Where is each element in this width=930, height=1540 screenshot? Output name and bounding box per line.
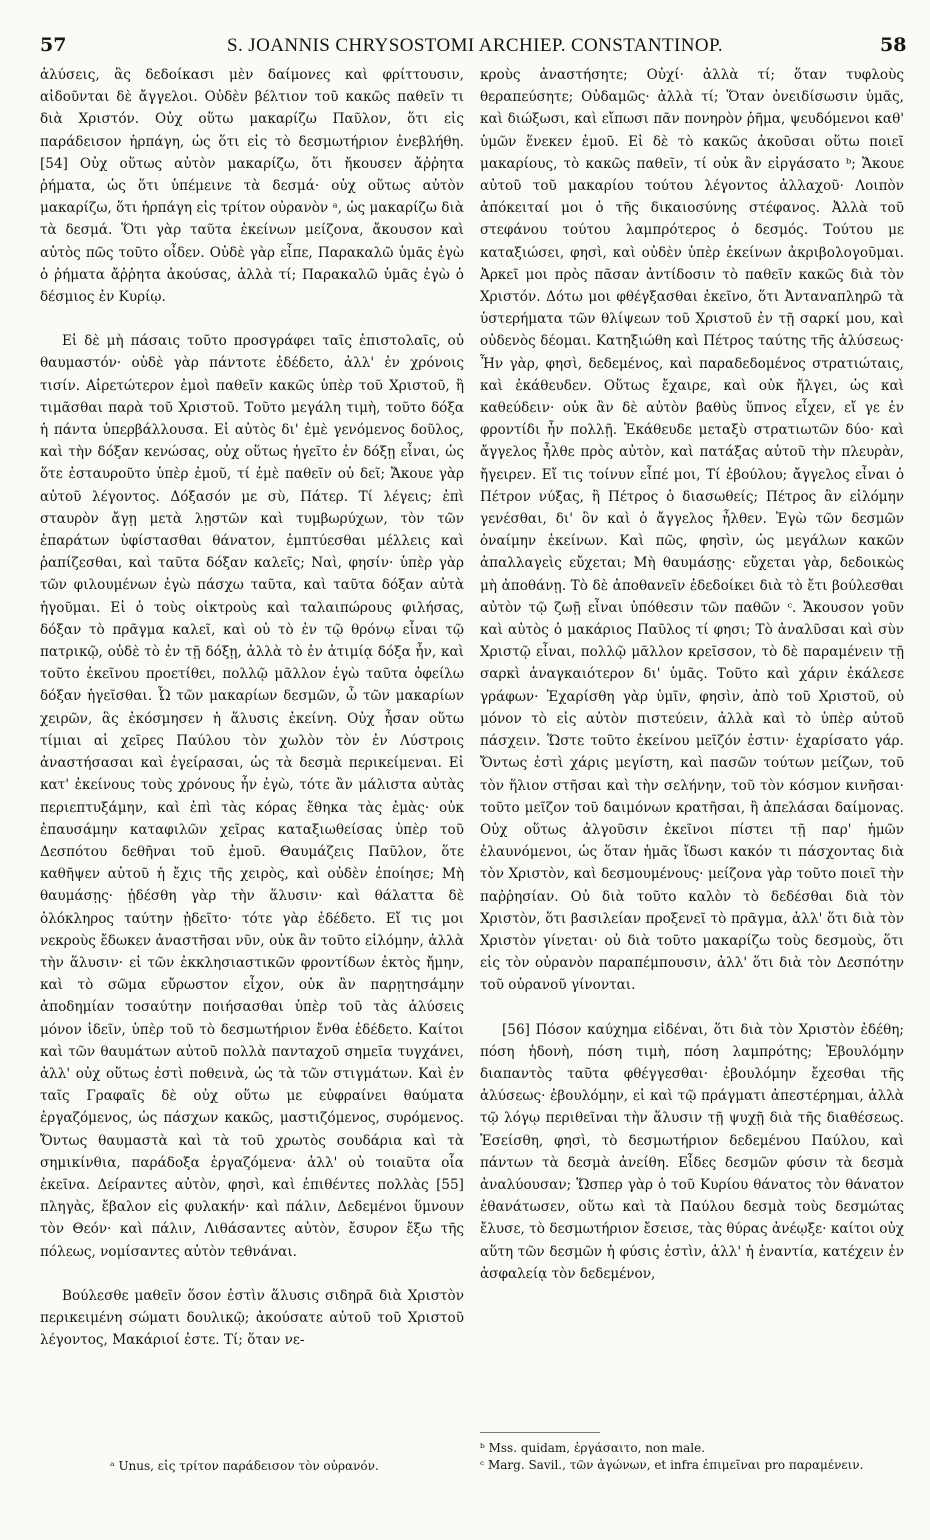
paragraph: Εἰ δὲ μὴ πάσαις τοῦτο προσγράφει ταῖς ἐπιστολαῖς, οὐ θαυμαστόν· οὐδὲ γὰρ πάντοτε ἐδέδετο, ἀλλ' ἐν χρόνοις τισίν. Αἱρετώτερον ἐμοὶ παθεῖν κακῶς ὑπὲρ τοῦ Χριστοῦ, ἢ τιμᾶσθαι παρὰ τοῦ Χριστοῦ. Τοῦτο μεγάλη τιμὴ, τοῦτο δόξα ἡ πάντα ὑπερβάλλουσα. Εἰ αὐτὸς δι' ἐμὲ γενόμενος δοῦλος, καὶ τὴν δόξαν κενώσας, οὐχ οὕτως ἡγεῖτο ἐν δόξῃ εἶναι, ὡς ὅτε ἐσταυροῦτο ὑπὲρ ἐμοῦ, τί ἐμὲ παθεῖν οὐ δεῖ; Ἄκουε γὰρ αὐτοῦ λέγοντος. Δόξασόν με σὺ, Πάτερ. Τί λέγεις; ἐπὶ σταυρὸν ἄγῃ μετὰ λῃστῶν καὶ τυμβωρύχων, τὸν τῶν ἐπαράτων ὑφίστασθαι θάνατον, ἐμπτύεσθαι μέλλεις καὶ ῥαπίζεσθαι, καὶ ταῦτα δόξαν καλεῖς; Ναὶ, φησίν· ὑπὲρ γὰρ τῶν φιλουμένων ἐγὼ πάσχω ταῦτα, καὶ ταῦτα δόξαν αὐτὰ ἡγοῦμαι. Εἰ ὁ τοὺς οἰκτροὺς καὶ ταλαιπώρους φιλήσας, δόξαν τὸ πρᾶγμα καλεῖ, καὶ οὐ τὸ ἐν τῷ θρόνῳ εἶναι τῷ πατρικῷ, οὐδὲ τὸ ἐν τῇ δόξῃ, ἀλλὰ τὸ ἐν ἀτιμίᾳ δόξα ἦν, καὶ τοῦτο ἐκεῖνου προετίθει, πολλῷ μᾶλλον ἐγὼ ταῦτα ὀφείλω δόξαν ἡγεῖσθαι. Ὦ τῶν μακαρίων δεσμῶν, ὦ τῶν μακαρίων χειρῶν, ἃς ἐκόσμησεν ἡ ἅλυσις ἐκείνη. Οὐχ ἦσαν οὕτω τίμιαι αἱ χεῖρες Παύλου τὸν χωλὸν τὸν ἐν Λύστροις ἀναστήσασαι καὶ ἐγείρασαι, ὡς τὰ δεσμὰ περικείμεναι. Εἰ κατ' ἐκείνους τοὺς χρόνους ἦν ἐγὼ, τότε ἂν μάλιστα αὐτὰς περιεπτυξάμην, καὶ ἐπὶ τὰς κόρας ἔθηκα τὰς ἐμὰς· οὐκ ἐπαυσάμην καταφιλῶν χεῖρας καταξιωθείσας ὑπὲρ τοῦ Δεσπότου δεθῆναι τοῦ ἐμοῦ. Θαυμάζεις Παῦλον, ὅτε καθῆψεν αὐτοῦ ἡ ἔχις τῆς χειρὸς, καὶ οὐδὲν ἐποίησε; Μὴ θαυμάσῃς· ᾐδέσθη γὰρ τὴν ἅλυσιν· καὶ θάλαττα δὲ ὁλόκληρος ταύτην ᾐδεῖτο· τότε γὰρ ἐδέδετο. Εἴ τις μοι νεκροὺς ἔδωκεν ἀναστῆσαι νῦν, οὐκ ἂν τοῦτο εἱλόμην, ἀλλὰ τὴν ἅλυσιν· εἰ τῶν ἐκκλησιαστικῶν φροντίδων ἐκτὸς ἤμην, καὶ τὸ σῶμα εὔρωστον εἶχον, οὐκ ἂν παρῃτησάμην ἀποδημίαν τοσαύτην ποιήσασθαι ὑπὲρ τοῦ τὰς ἁλύσεις μόνον ἰδεῖν, ὑπὲρ τοῦ τὸ δεσμωτήριον ἔνθα ἐδέδετο. Καίτοι καὶ τῶν θαυμάτων αὐτοῦ πολλὰ πανταχοῦ σημεῖα τυγχάνει, ἀλλ' οὐχ οὕτως ἐστὶ ποθεινὰ, ὡς τὰ τῶν στιγμάτων. Καὶ ἐν ταῖς Γραφαῖς δὲ οὐχ οὕτω με εὐφραίνει θαύματα ἐργαζόμενος, ὡς πάσχων κακῶς, μαστιζόμενος, συρόμενος. Ὄντως θαυμαστὰ καὶ τὰ τοῦ χρωτὸς σουδάρια καὶ τὰ σημικίνθια, παράδοξα ἐργαζόμενα· ἀλλ' οὐ τοιαῦτα οἷα ἐκεῖνα. Δείραντες αὐτὸν, φησὶ, καὶ ἐπιθέντες πολλὰς [55] πληγὰς, ἔβαλον εἰς φυλακήν· καὶ πάλιν, Δεδεμένοι ὕμνουν τὸν Θεόν· καὶ πάλιν, Λιθάσαντες αὐτὸν, ἔσυρον ἔξω τῆς πόλεως, νομίσαντες αὐτὸν τεθνάναι. [40, 333, 464, 1260]
paragraph: κροὺς ἀναστήσητε; Οὐχί· ἀλλὰ τί; ὅταν τυφλοὺς θεραπεύσητε; Οὐδαμῶς· ἀλλὰ τί; Ὅταν ὀνειδίσωσιν ὑμᾶς, καὶ διώξωσι, καὶ εἴπωσι πᾶν πονηρὸν ῥῆμα, ψευδόμενοι καθ' ὑμῶν ἕνεκεν ἐμοῦ. Εἰ δὲ τὸ κακῶς ἀκοῦσαι οὕτω ποιεῖ μακαρίους, τὸ κακῶς παθεῖν, τί οὐκ ἂν εἰργάσατο ᵇ; Ἄκουε αὐτοῦ τοῦ μακαρίου τούτου λέγοντος ἀλλαχοῦ· Λοιπὸν ἀπόκειταί μοι ὁ τῆς δικαιοσύνης στέφανος. Ἀλλὰ τοῦ στεφάνου τούτου λαμπρότερος ὁ δεσμός. Τούτου με καταξιώσει, φησὶ, καὶ οὐδὲν ὑπὲρ ἐκείνων ἀκριβολογοῦμαι. Ἀρκεῖ μοι πρὸς πᾶσαν ἀντίδοσιν τὸ παθεῖν κακῶς διὰ τὸν Χριστόν. Δότω μοι φθέγξασθαι ἐκεῖνο, ὅτι Ἀνταναπληρῶ τὰ ὑστερήματα τῶν θλίψεων τοῦ Χριστοῦ ἐν τῇ σαρκί μου, καὶ οὐδενὸς δέομαι. Κατηξιώθη καὶ Πέτρος ταύτης τῆς ἁλύσεως· Ἦν γὰρ, φησὶ, δεδεμένος, καὶ παραδεδομένος στρατιώταις, καὶ ἐκάθευδεν. Οὕτως ἔχαιρε, καὶ οὐκ ἤλγει, ὡς καὶ καθεύδειν· οὐκ ἂν δὲ αὐτὸν βαθὺς ὕπνος εἶχεν, εἴ γε ἐν φροντίδι ἦν πολλῇ. Ἐκάθευδε μεταξὺ στρατιωτῶν δύο· καὶ ἄγγελος ἦλθε πρὸς αὐτὸν, καὶ πατάξας αὐτοῦ τὴν πλευρὰν, ἤγειρεν. Εἴ τις τοίνυν εἶπέ μοι, Τί ἐβούλου; ἄγγελος εἶναι ὁ Πέτρον νύξας, ἢ Πέτρος ὁ διασωθείς; Πέτρος ἂν εἱλόμην γενέσθαι, δι' ὃν καὶ ὁ ἄγγελος ἦλθεν. Ἐγὼ τῶν δεσμῶν ὀναίμην ἐκείνων. Καὶ πῶς, φησὶν, ὡς μεγάλων κακῶν ἀπαλλαγεὶς εὔχεται; Μὴ θαυμάσῃς· εὔχεται γὰρ, δεδοικὼς μὴ ἀποθάνῃ. Τὸ δὲ ἀποθανεῖν ἐδεδοίκει διὰ τὸ ἔτι βούλεσθαι αὐτὸν τῷ ζωῇ εἶναι ὑπόθεσιν τῶν παθῶν ᶜ. Ἄκουσον γοῦν καὶ αὐτὸς ὁ μακάριος Παῦλος τί φησι; Τὸ ἀναλῦσαι καὶ σὺν Χριστῷ εἶναι, πολλῷ μᾶλλον κρεῖσσον, τὸ δὲ παραμένειν τῇ σαρκὶ ἀναγκαιότερον δι' ὑμᾶς. Τοῦτο καὶ χάριν ἐκάλεσε γράφων· Ἐχαρίσθη γὰρ ὑμῖν, φησὶν, ἀπὸ τοῦ Χριστοῦ, οὐ μόνον τὸ εἰς αὐτὸν πιστεύειν, ἀλλὰ καὶ τὸ ὑπὲρ αὐτοῦ πάσχειν. Ὥστε τοῦτο ἐκείνου μεῖζόν ἐστιν· ἐχαρίσατο γάρ. Ὄντως ἐστὶ χάρις μεγίστη, καὶ πασῶν τούτων μείζων, τοῦ τὸν ἥλιον στῆσαι καὶ τὴν σελήνην, τοῦ τὸν κόσμον κινῆσαι· τοῦτο μεῖζον τοῦ δαιμόνων κρατῆσαι, ἢ ἀπελάσαι δαίμονας. Οὐχ οὕτως ἀλγοῦσιν ἐκεῖνοι πίστει τῇ παρ' ἡμῶν ἐλαυνόμενοι, ὡς ὅταν ἡμᾶς ἴδωσι κακόν τι πάσχοντας διὰ τὸν Χριστὸν, καὶ δεσμουμένους· μείζονα γὰρ τοῦτο ποιεῖ τὴν παῤῥησίαν. Οὐ διὰ τοῦτο καλὸν τὸ δεδέσθαι διὰ τὸν Χριστὸν, ὅτι βασιλείαν προξενεῖ τὸ πρᾶγμα, ἀλλ' ὅτι διὰ τὸν Χριστὸν γίνεται· οὐ διὰ τοῦτο μακαρίζω τοὺς δεσμοὺς, ὅτι εἰς τὸν οὐρανὸν παραπέμπουσιν, ἀλλ' ὅτι διὰ τὸν Δεσπότην τοῦ οὐρανοῦ γίνονται. [480, 67, 904, 994]
footnotes-right [480, 1440, 908, 1474]
paragraph: Βούλεσθε μαθεῖν ὅσον ἐστὶν ἅλυσις σιδηρᾶ διὰ Χριστὸν περικειμένη σώματι δουλικῷ; ἀκούσατε αὐτοῦ τοῦ Χριστοῦ λέγοντος, Μακάριοί ἐστε. Τί; ὅταν νε- [40, 1287, 464, 1349]
paragraph: [56] Πόσον καύχημα εἰδέναι, ὅτι διὰ τὸν Χριστὸν ἐδέθη; πόση ἡδονὴ, πόση τιμὴ, πόση λαμπρότης; Ἐβουλόμην διαπαντὸς ταῦτα φθέγγεσθαι· ἐβουλόμην ἔχεσθαι τῆς ἁλύσεως· ἐβουλόμην, εἰ καὶ τῷ πράγματι ἀπεστέρημαι, ἀλλὰ τῷ λόγῳ περιθεῖναι τὴν ἅλυσιν τῇ ψυχῇ διὰ τῆς διαθέσεως. Ἐσείσθη, φησὶ, τὸ δεσμωτήριον δεδεμένου Παύλου, καὶ πάντων τὰ δεσμὰ ἀνείθη. Εἶδες δεσμῶν φύσιν τὰ δεσμὰ ἀναλύουσαν; Ὥσπερ γὰρ ὁ τοῦ Κυρίου θάνατος τὸν θάνατον ἐθανάτωσεν, οὕτω καὶ τὰ Παύλου δεσμὰ τοὺς δεσμώτας ἔλυσε, τὸ δεσμωτήριον ἔσεισε, τὰς θύρας ἀνέῳξε· καίτοι οὐχ αὕτη τῶν δεσμῶν ἡ φύσις ἐστὶν, ἀλλ' ἡ ἐναντία, κατέχειν ἐν ἀσφαλείᾳ τὸν δεδεμένον, [480, 1021, 904, 1282]
running-title: S. JOANNIS CHRYSOSTOMI ARCHIEP. CONSTANTINOP. [227, 35, 723, 56]
footnote: ᶜ Marg. Savil., τῶν ἀγώνων, et infra ἐπιμεῖναι pro παραμένειν. [480, 1458, 864, 1472]
right-column [480, 64, 904, 1285]
paragraph: ἁλύσεις, ἃς δεδοίκασι μὲν δαίμονες καὶ φρίττουσιν, αἰδοῦνται δὲ ἄγγελοι. Οὐδὲν βέλτιον τοῦ κακῶς παθεῖν τι διὰ Χριστόν. Οὐχ οὕτω μακαρίζω Παῦλον, ὅτι εἰς παράδεισον ἡρπάγη, ὡς ὅτι εἰς τὸ δεσμωτήριον ἐνεβλήθη. [54] Οὐχ οὕτως αὐτὸν μακαρίζω, ὅτι ἤκουσεν ἄῤῥητα ῥήματα, ὡς ὅτι ὑπέμεινε τὰ δεσμά· οὐχ οὕτως αὐτὸν μακαρίζω, ὅτι ἡρπάγη εἰς τρίτον οὐρανὸν ᵃ, ὡς μακαρίζω διὰ τὰ δεσμά. Ὅτι γὰρ ταῦτα ἐκείνων μείζονα, ἄκουσον καὶ αὐτὸς πῶς τοῦτο οἶδεν. Οὐδὲ γὰρ εἶπε, Παρακαλῶ ὑμᾶς ἐγὼ ὁ ῥήματα ἄῤῥητα ἀκούσας, ἀλλὰ τί; Παρακαλῶ ὑμᾶς ἐγὼ ὁ δέσμιος ἐν Κυρίῳ. [40, 67, 464, 306]
page-number-right: 58 [880, 34, 907, 56]
page-header [0, 34, 930, 56]
footnotes-left [110, 1458, 470, 1475]
footnote-rule [480, 1432, 600, 1433]
footnote: ᵃ Unus, εἰς τρίτον παράδεισον τὸν οὐρανόν. [110, 1459, 379, 1473]
page-number-left: 57 [40, 34, 67, 56]
footnote: ᵇ Mss. quidam, ἐργάσαιτο, non male. [480, 1441, 705, 1455]
left-column [40, 64, 464, 1351]
